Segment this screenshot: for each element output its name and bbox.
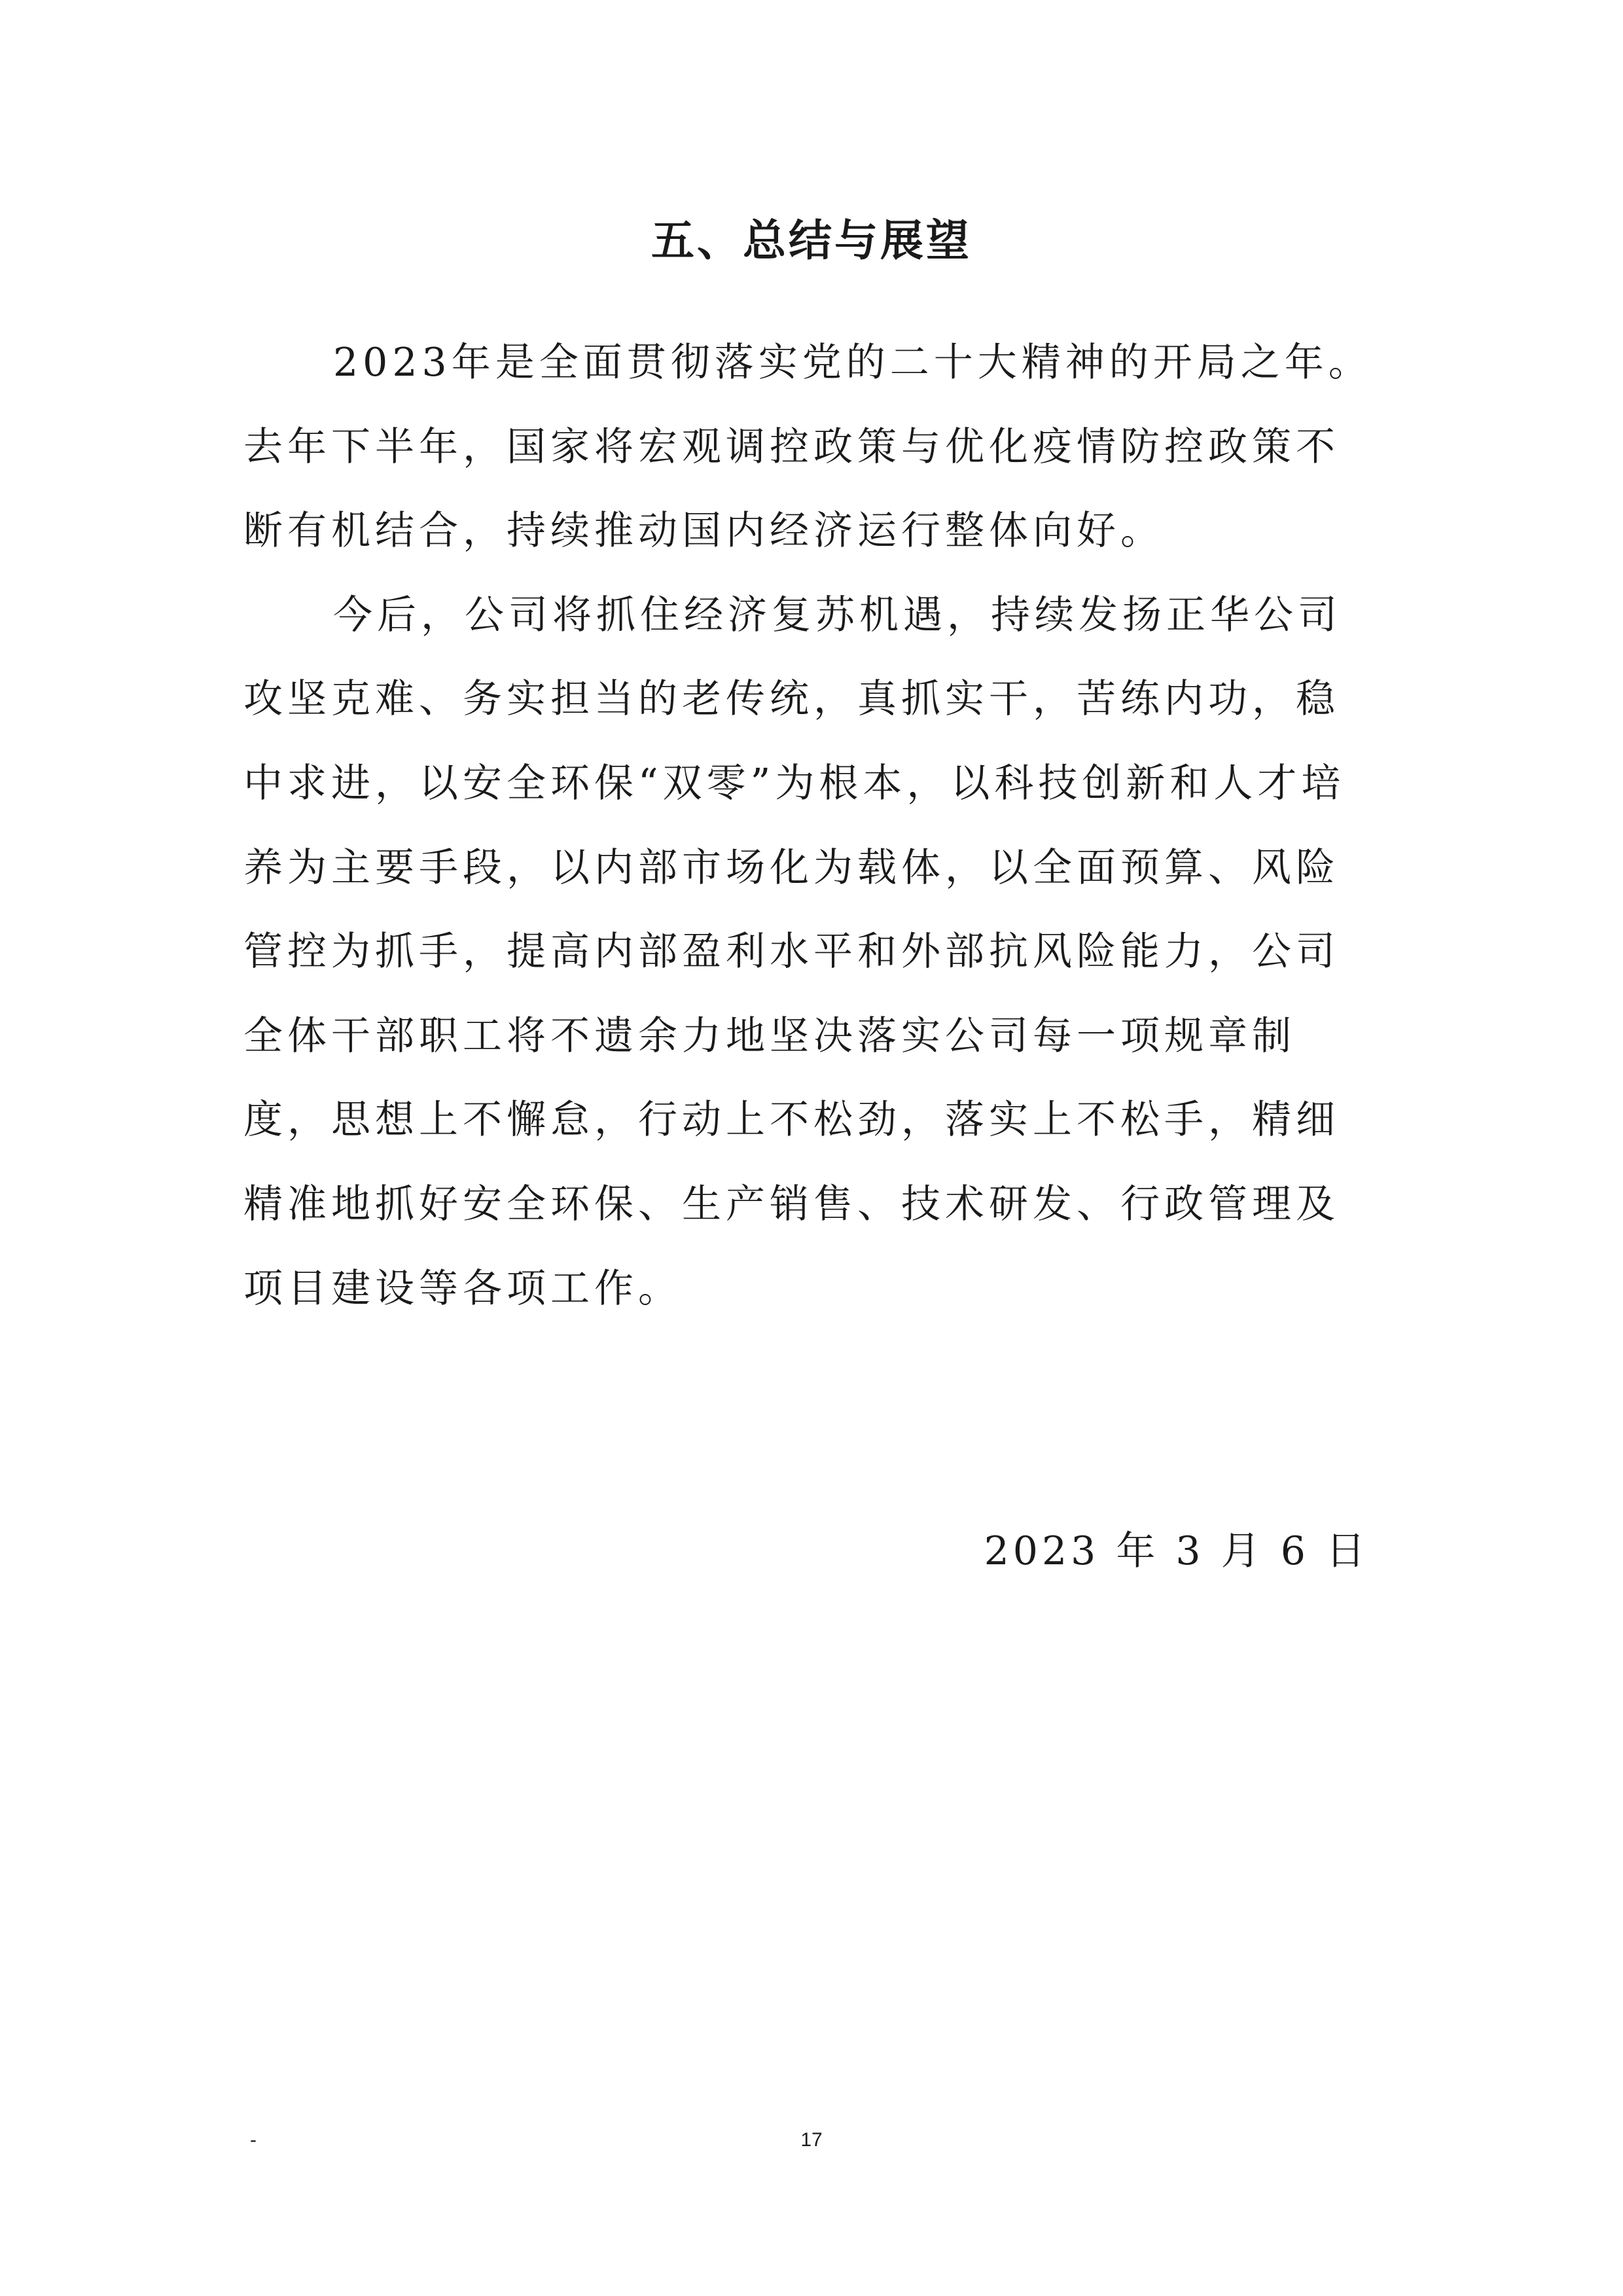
document-date: 2023 年 3 月 6 日 bbox=[984, 1528, 1369, 1574]
section-body bbox=[243, 321, 1376, 1331]
section-heading: 五、总结与展望 bbox=[651, 215, 972, 266]
paragraph-intro: 2023年是全面贯彻落实党的二十大精神的开局之年。去年下半年，国家将宏观调控政策与优化疫情防控政策不断有机结合，持续推动国内经济运行整体向好。 bbox=[243, 340, 1372, 554]
paragraph-outlook: 今后，公司将抓住经济复苏机遇，持续发扬正华公司攻坚克难、务实担当的老传统，真抓实干，苦练内功，稳中求进，以安全环保“双零”为根本，以科技创新和人才培养为主要手段，以内部市场化为载体，以全面预算、风险管控为抓手，提高内部盈利水平和外部抗风险能力，公司全体干部职工将不遗余力地坚决落实公司每一项规章制度，思想上不懈怠，行动上不松劲，落实上不松手，精细精准地抓好安全环保、生产销售、技术研发、行政管理及项目建设等各项工作。 bbox=[243, 592, 1346, 1312]
page-number: 17 bbox=[800, 2129, 823, 2151]
footer-dash: - bbox=[250, 2129, 257, 2151]
